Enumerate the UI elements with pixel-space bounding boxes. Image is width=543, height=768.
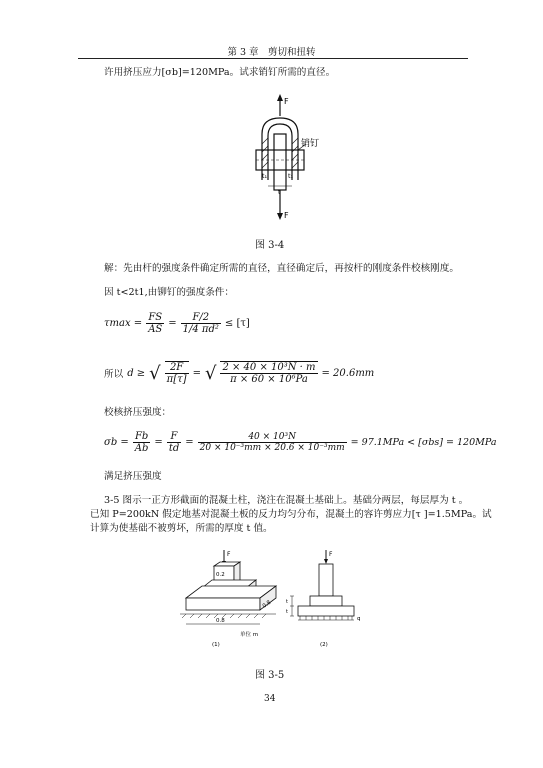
figure-label: q (357, 616, 361, 622)
figure-label: F (329, 551, 333, 558)
equation-diameter: 所以 d ≥ √ $\frac{2F}{\pi[\tau]}$ = √ $\frac{\text{2 × 40 × 10³N · m}}{\text{π × 60 × 10⁶Pa}}$ = 20.6mm (104, 362, 375, 385)
solution-paragraph-5: 满足挤压强度 (104, 471, 162, 482)
eq2-d: d ≥ (127, 367, 146, 379)
eq1-lhs: τmax = (104, 317, 143, 329)
eq3-fb: Fb (133, 431, 151, 443)
eq2-num: 2F (165, 362, 189, 374)
solution-paragraph-2: 因 t<2t1,由铆钉的强度条件： (104, 287, 234, 298)
figure-label: 0.8 (216, 618, 225, 624)
page-number: 34 (264, 694, 276, 704)
problem-3-5-line-1: 3-5 图示一正方形截面的混凝土柱，浇注在混凝土基础上。基础分两层，每层厚为 t 。 (104, 495, 469, 506)
figure-3-5-isometric (176, 548, 286, 650)
eq3-ab: Ab (134, 442, 149, 454)
page-header: 第 3 章 剪切和扭转 (227, 47, 316, 58)
figure-label: 单位 m (240, 632, 259, 638)
problem-3-5-line-3: 计算为使基础不被剪坏，所需的厚度 t 值。 (90, 523, 273, 534)
eq1-as: AS (148, 323, 163, 335)
figure-label: 0.2 (216, 572, 225, 578)
eq3-result: = 97.1MPa < [σbs] = 120MPa (350, 436, 497, 448)
solution-paragraph-1: 解：先由杆的强度条件确定所需的直径，直径确定后，再按杆的刚度条件校核刚度。 (104, 263, 459, 274)
eq2-den: π[τ] (166, 374, 187, 385)
eq2-den2: π × 60 × 10⁶Pa (230, 374, 308, 385)
figure-3-4-caption: 图 3-4 (255, 240, 285, 251)
eq3-td: td (168, 442, 180, 454)
fig34-F-top: F (284, 97, 289, 106)
header-rule (78, 58, 468, 59)
figure-3-5-section (286, 548, 366, 650)
eq2-num2: 2 × 40 × 10³N · m (222, 362, 316, 373)
figure-3-5-caption: 图 3-5 (255, 670, 285, 681)
equation-bearing-stress: σb = $\frac{Fb}{Ab}$ = $\frac{F}{td}$ = $\frac{\text{40 × 10³N}}{\text{20 × 10⁻³mm × 20.6 × 10⁻³mm}}$ = 97.1MPa < [σbs] = 120MPa (104, 430, 497, 454)
eq2-result: = 20.6mm (321, 367, 375, 379)
figure-label: F (227, 551, 231, 558)
figure-label: 0.8 (261, 599, 273, 610)
intro-text: 许用挤压应力[σb]=120MPa。试求销钉所需的直径。 (104, 67, 336, 78)
fig34-t1-right: t₁ (288, 172, 294, 180)
figure-label: t (286, 599, 288, 605)
figure-3-4-pin-joint (240, 94, 320, 226)
figure-label: (1) (212, 642, 220, 648)
eq3-den: 20 × 10⁻³mm × 20.6 × 10⁻³mm (199, 442, 345, 453)
eq1-fs: FS (146, 312, 164, 324)
fig34-pin-label: 销钉 (301, 139, 320, 149)
eq1-rhs: ≤ [τ] (224, 317, 250, 329)
fig34-t1-left: t₁ (262, 172, 268, 180)
fig34-F-bottom: F (284, 211, 289, 220)
eq1-area: 1/4 πd² (182, 323, 219, 335)
eq1-f-half: F/2 (181, 312, 221, 324)
figure-label: (2) (320, 642, 328, 648)
eq3-num: 40 × 10³N (198, 432, 347, 443)
equation-shear-strength: τmax = $\frac{FS}{AS}$ = $\frac{F/2}{\text{1/4 πd²}}$ ≤ [τ] (104, 311, 250, 335)
fig34-t-label: t (278, 188, 281, 196)
problem-3-5-line-2: 已知 P=200kN 假定地基对混凝土板的反力均匀分布，混凝土的容许剪应力[τ ]=1.5MPa。试 (90, 509, 492, 520)
eq3-lhs: σb = (104, 436, 129, 448)
figure-label: t (286, 609, 288, 615)
eq3-F: F (167, 431, 181, 443)
solution-paragraph-4: 校核挤压强度： (104, 407, 172, 418)
eq2-label-suoyi: 所以 (104, 369, 124, 380)
